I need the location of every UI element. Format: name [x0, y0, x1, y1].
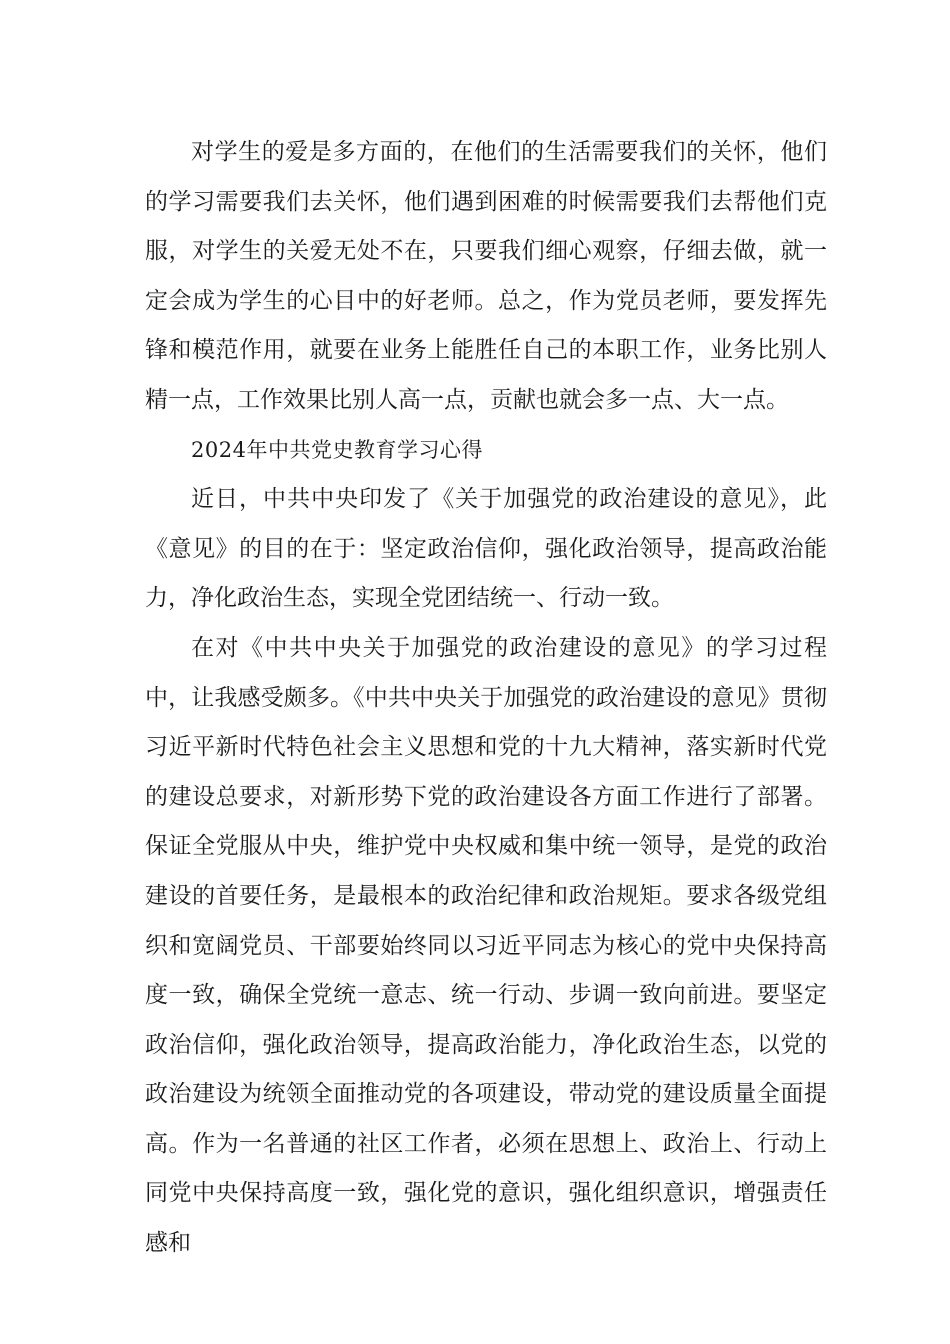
paragraph-opinion-intro: 近日，中共中央印发了《关于加强党的政治建设的意见》，此《意见》的目的在于：坚定政治信仰，强化政治领导，提高政治能力，净化政治生态，实现全党团结统一、行动一致。: [145, 486, 827, 612]
paragraph-student-care: 对学生的爱是多方面的，在他们的生活需要我们的关怀，他们的学习需要我们去关怀，他们遇到困难的时候需要我们去帮他们克服，对学生的关爱无处不在，只要我们细心观察，仔细去做，就一定会成为学生的心目中的好老师。总之，作为党员老师，要发挥先锋和模范作用，就要在业务上能胜任自己的本职工作，业务比别人精一点，工作效果比别人高一点，贡献也就会多一点、大一点。: [145, 139, 827, 413]
paragraph-study-reflection: 在对《中共中央关于加强党的政治建设的意见》的学习过程中，让我感受颇多。《中共中央关于加强党的政治建设的意见》贯彻习近平新时代特色社会主义思想和党的十九大精神，落实新时代党的建设总要求，对新形势下党的政治建设各方面工作进行了部署。保证全党服从中央，维护党中央权威和集中统一领导，是党的政治建设的首要任务，是最根本的政治纪律和政治规矩。要求各级党组织和宽阔党员、干部要始终同以习近平同志为核心的党中央保持高度一致，确保全党统一意志、统一行动、步调一致向前进。要坚定政治信仰，强化政治领导，提高政治能力，净化政治生态，以党的政治建设为统领全面推动党的各项建设，带动党的建设质量全面提高。作为一名普通的社区工作者，必须在思想上、政治上、行动上同党中央保持高度一致，强化党的意识，强化组织意识，增强责任感和: [145, 634, 827, 1257]
section-heading: 2024年中共党史教育学习心得: [191, 437, 483, 462]
document-body: [145, 128, 827, 1269]
